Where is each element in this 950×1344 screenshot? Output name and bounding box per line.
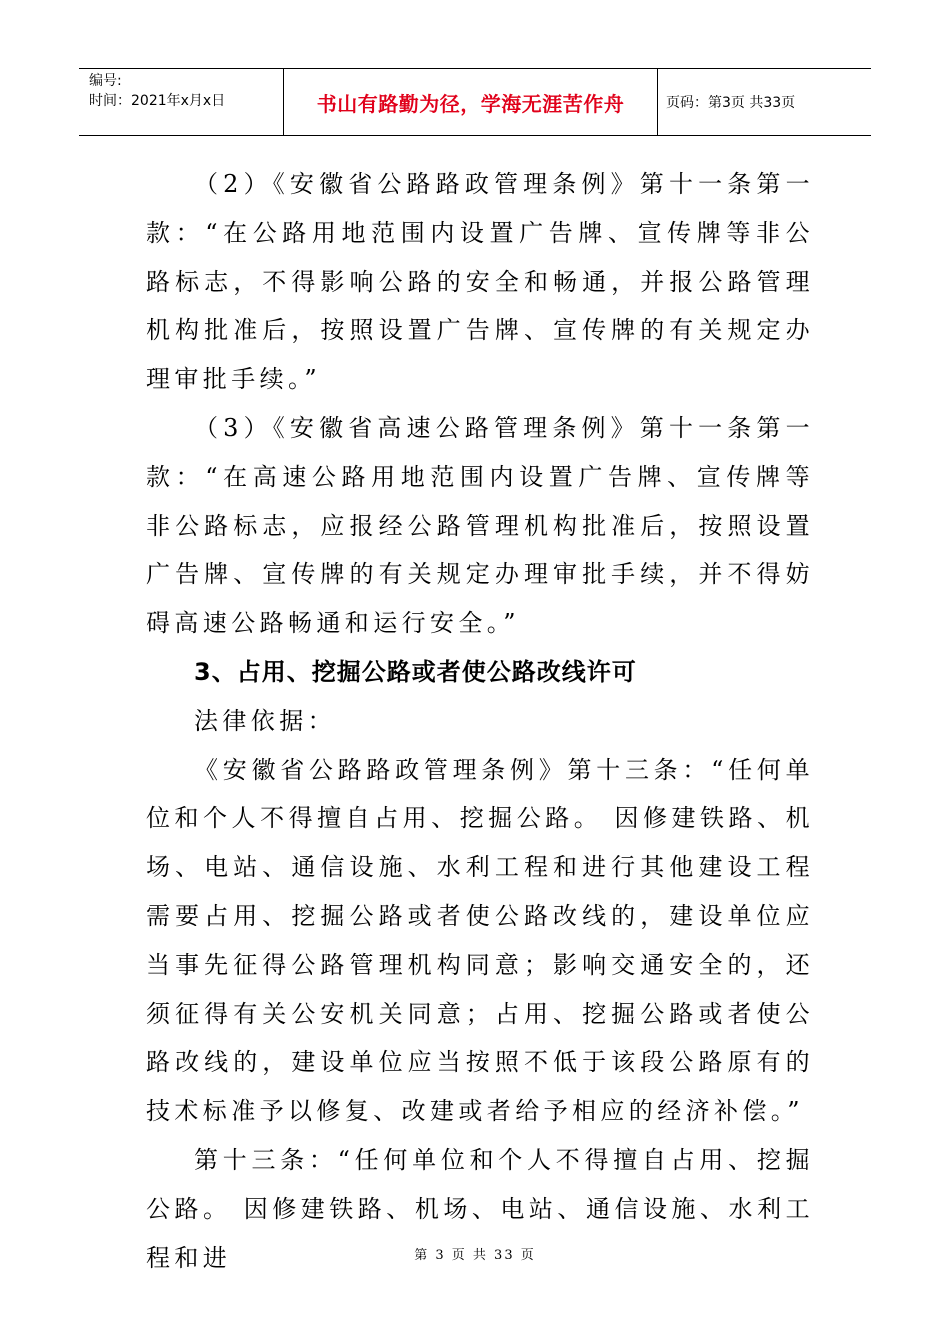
header-page-info: 页码：第3页 共33页 [666,95,796,111]
header-meta [79,69,284,135]
page-footer: 第 3 页 共 33 页 [414,1248,536,1263]
header-motto: 书山有路勤为径，学海无涯苦作舟 [284,69,658,135]
paragraph: 第十三条：“任何单位和个人不得擅自占用、挖掘公路。 因修建铁路、机场、电站、通信设施、水利工程和进 [146,1145,814,1272]
date-line: 时间：2021年x月x日 [89,93,226,109]
doc-number-label: 编号: [89,73,122,89]
section-heading: 3、占用、挖掘公路或者使公路改线许可 [194,657,637,686]
paragraph: 法律依据： [194,706,336,735]
document-body [146,160,814,1282]
paragraph: （3）《安徽省高速公路管理条例》第十一条第一款：“在高速公路用地范围内设置广告牌、宣传牌等非公路标志，应报经公路管理机构批准后，按照设置广告牌、宣传牌的有关规定办理审批手续，并不得妨碍高速公路畅通和运行安全。” [146,413,814,638]
page-header [79,68,871,136]
paragraph: 《安徽省公路路政管理条例》第十三条：“任何单位和个人不得擅自占用、挖掘公路。 因修建铁路、机场、电站、通信设施、水利工程和进行其他建设工程需要占用、挖掘公路或者使公路改线的，建设单位应当事先征得公路管理机构同意；影响交通安全的，还须征得有关公安机关同意；占用、挖掘公路或者使公路改线的，建设单位应当按照不低于该段公路原有的技术标准予以修复、改建或者给予相应的经济补偿。” [146,755,814,1126]
paragraph: （2）《安徽省公路路政管理条例》第十一条第一款：“在公路用地范围内设置广告牌、宣传牌等非公路标志，不得影响公路的安全和畅通，并报公路管理机构批准后，按照设置广告牌、宣传牌的有关规定办理审批手续。” [146,170,814,394]
